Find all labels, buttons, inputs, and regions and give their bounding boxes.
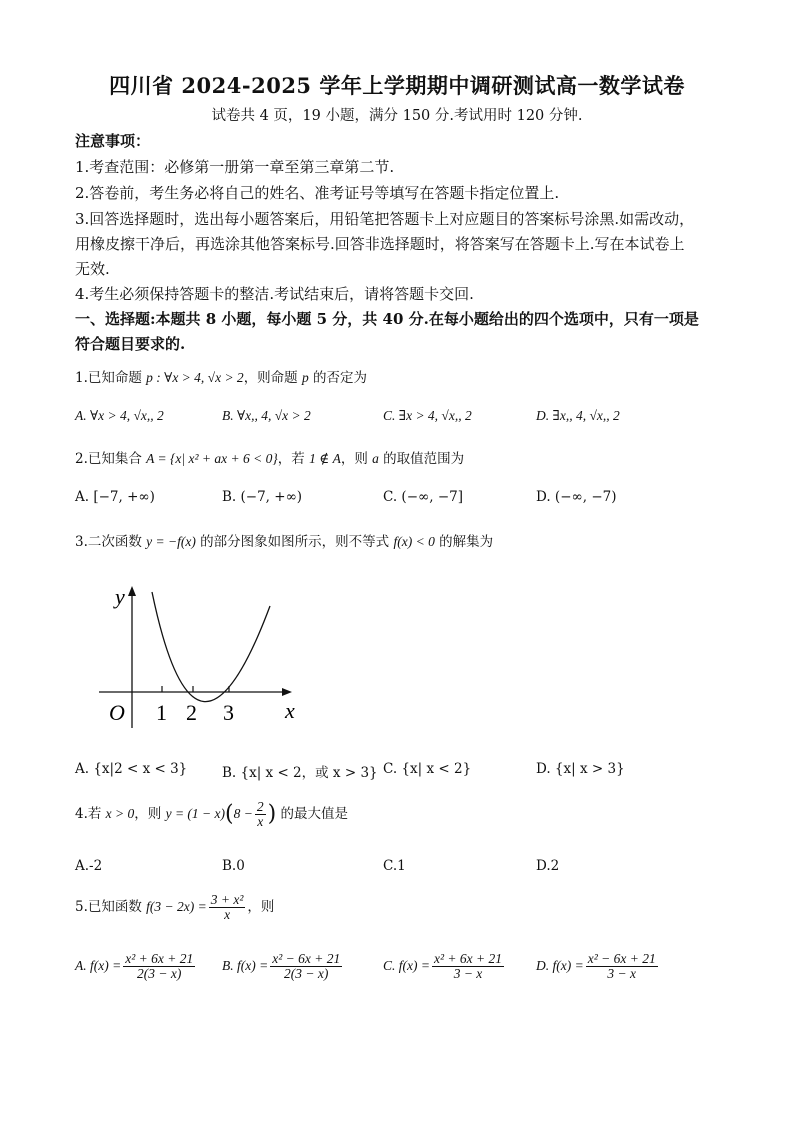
q4-option-b[interactable]: B.0 — [222, 858, 245, 874]
q5-option-b[interactable]: B. f(x) = $\frac{\text{x² − 6x + 21}}{2(3 - x)}$ — [222, 951, 341, 982]
q1-option-a[interactable]: A. ∀x > 4, √x,, 2 — [75, 408, 164, 423]
question-2-stem: 2.已知集合 A = {x| x² + ax + 6 < 0}，若 1 ∉ A，则 a 的取值范围为 — [75, 451, 465, 467]
q2-option-b[interactable]: B. (−7, +∞) — [222, 489, 303, 505]
tick-label-1: 1 — [156, 700, 167, 725]
y-label: y — [115, 584, 125, 609]
origin-label: O — [109, 700, 125, 725]
q4-option-d[interactable]: D.2 — [536, 858, 560, 874]
q1-option-c[interactable]: C. ∃x > 4, √x,, 2 — [383, 408, 472, 423]
section-heading: 一、选择题:本题共 8 小题，每小题 5 分，共 40 分.在每小题给出的四个选项中，只有一项是 — [75, 310, 699, 328]
q3-option-a[interactable]: A. {x|2 < x < 3} — [75, 761, 188, 777]
x-label: x — [285, 698, 295, 723]
q3-option-d[interactable]: D. {x| x > 3} — [536, 761, 625, 777]
q4-option-a[interactable]: A.-2 — [75, 858, 103, 874]
note-item: 1.考查范围：必修第一册第一章至第三章第二节. — [75, 158, 395, 176]
q5-option-c[interactable]: C. f(x) = $\frac{\text{x² + 6x + 21}}{3 - x}$ — [383, 951, 502, 982]
question-3-stem: 3.二次函数 y = −f(x) 的部分图象如图所示，则不等式 f(x) < 0 的解集为 — [75, 534, 494, 550]
note-item: 用橡皮擦干净后，再选涂其他答案标号.回答非选择题时，将答案写在答题卡上.写在本试卷上 — [75, 235, 685, 253]
question-4-stem: 4.若 x > 0，则 y = (1 − x)(8 − $\frac{2}{x}$ ) 的最大值是 — [75, 799, 349, 830]
q5-option-a[interactable]: A. f(x) = $\frac{\text{x² + 6x + 21}}{2(3 - x)}$ — [75, 951, 194, 982]
note-item: 2.答卷前，考生务必将自己的姓名、准考证号等填写在答题卡指定位置上. — [75, 184, 560, 202]
note-item: 3.回答选择题时，选出每小题答案后，用铅笔把答题卡上对应题目的答案标号涂黑.如需改动， — [75, 210, 695, 228]
parabola-graph — [95, 578, 310, 738]
y-axis-arrow — [128, 586, 136, 596]
tick-label-3: 3 — [223, 700, 234, 725]
parabola-curve — [152, 592, 270, 702]
exam-subtitle: 试卷共 4 页，19 小题，满分 150 分.考试用时 120 分钟. — [211, 108, 583, 124]
q5-option-d[interactable]: D. f(x) = $\frac{\text{x² − 6x + 21}}{3 - x}$ — [536, 951, 656, 982]
q2-option-c[interactable]: C. (−∞, −7] — [383, 489, 464, 505]
exam-title: 四川省 2024-2025 学年上学期期中调研测试高一数学试卷 — [109, 73, 685, 98]
q1-option-d[interactable]: D. ∃x,, 4, √x,, 2 — [536, 408, 620, 423]
q4-option-c[interactable]: C.1 — [383, 858, 406, 874]
note-item: 无效. — [75, 260, 110, 278]
note-item: 4.考生必须保持答题卡的整洁.考试结束后，请将答题卡交回. — [75, 285, 474, 303]
notes-heading: 注意事项： — [75, 132, 151, 150]
q3-option-b[interactable]: B. {x| x < 2，或 x > 3} — [222, 765, 378, 781]
question-5-stem: 5.已知函数 f(3 − 2x) = $\frac{\text{3 + x²}}{x}$ ，则 — [75, 892, 275, 923]
q2-option-a[interactable]: A. [−7, +∞) — [75, 489, 155, 505]
question-1-stem: 1.已知命题 p : ∀x > 4, √x > 2，则命题 p 的否定为 — [75, 370, 368, 386]
tick-label-2: 2 — [186, 700, 197, 725]
section-heading-cont: 符合题目要求的. — [75, 335, 186, 353]
x-axis-arrow — [282, 688, 292, 696]
q3-option-c[interactable]: C. {x| x < 2} — [383, 761, 472, 777]
q2-option-d[interactable]: D. (−∞, −7) — [536, 489, 617, 505]
q1-option-b[interactable]: B. ∀x,, 4, √x > 2 — [222, 408, 311, 423]
